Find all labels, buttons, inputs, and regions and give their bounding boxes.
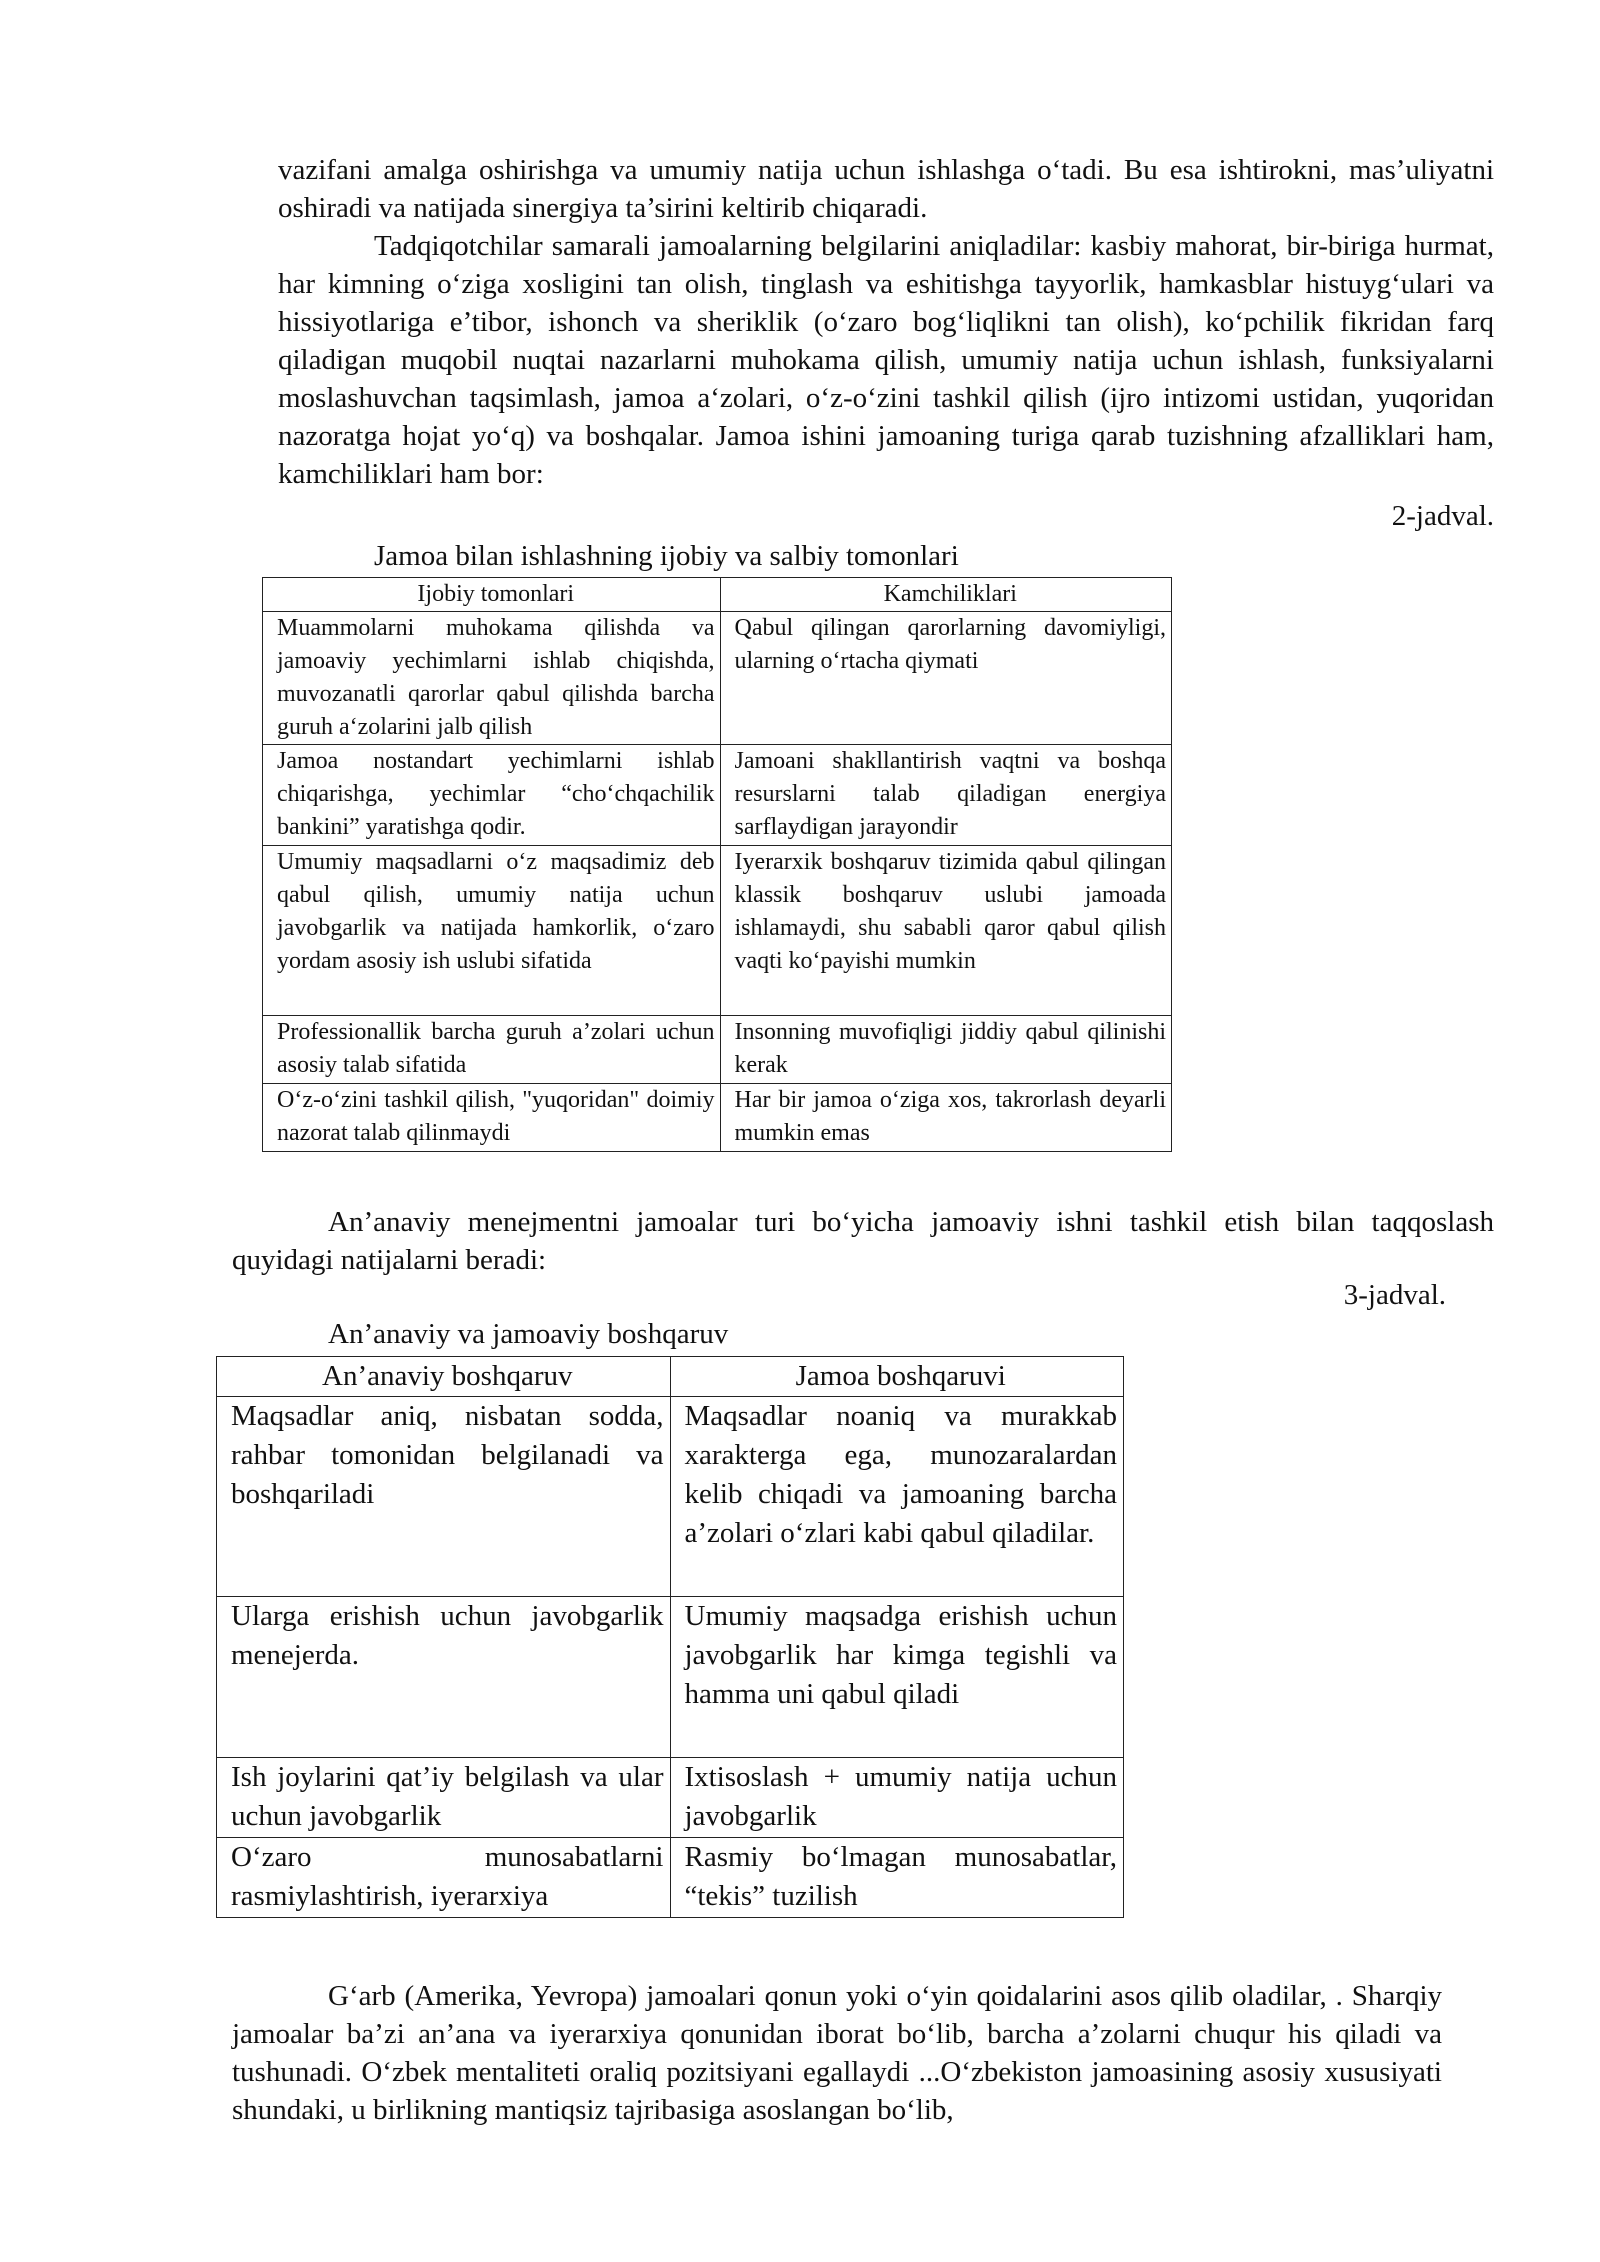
table-row — [217, 1838, 1124, 1918]
table-row — [263, 612, 1172, 745]
table3-header-cell: An’anaviy boshqaruv — [217, 1357, 671, 1397]
table-cell: Insonning muvofiqligi jiddiy qabul qilinishi kerak — [720, 1016, 1172, 1084]
table3-title: An’anaviy va jamoaviy boshqaruv — [328, 1318, 729, 1350]
intro-paragraph-1: vazifani amalga oshirishga va umumiy natija uchun ishlashga o‘tadi. Bu esa ishtirokni, mas’uliyatni oshiradi va natijada sinergiya ta’sirini keltirib chiqaradi. — [278, 154, 1494, 224]
table-cell: Jamoa nostandart yechimlarni ishlab chiqarishga, yechimlar “cho‘chqachilik bankini” yaratishga qodir. — [263, 745, 721, 846]
closing-paragraph: G‘arb (Amerika, Yevropa) jamoalari qonun yoki o‘yin qoidalarini asos qilib oladilar, . Sharqiy jamoalar ba’zi an’ana va iyerarxiya qonunidan iborat bo‘lib, barcha a’zolarni chuqur his qiladi va tushunadi. O‘zbek mentaliteti oraliq pozitsiyani egallaydi ...O‘zbekiston jamoasining asosiy xususiyati shundaki, u birlikning mantiqsiz tajribasiga asoslangan bo‘lib, — [232, 1980, 1442, 2126]
table3-header-cell: Jamoa boshqaruvi — [670, 1357, 1124, 1397]
table-cell: Maqsadlar noaniq va murakkab xarakterga ega, munozaralardan kelib chiqadi va jamoaning barcha a’zolari o‘zlari kabi qabul qiladilar. — [670, 1397, 1124, 1597]
table-cell: Umumiy maqsadlarni o‘z maqsadimiz deb qabul qilish, umumiy natija uchun javobgarlik va natijada hamkorlik, o‘zaro yordam asosiy ish uslubi sifatida — [263, 846, 721, 1016]
table2 — [262, 577, 1172, 1152]
middle-paragraph: An’anaviy menejmentni jamoalar turi bo‘yicha jamoaviy ishni tashkil etish bilan taqqoslash quyidagi natijalarni beradi: — [232, 1206, 1494, 1276]
table3-number: 3-jadval. — [1343, 1279, 1446, 1311]
table-cell: O‘z-o‘zini tashkil qilish, "yuqoridan" doimiy nazorat talab qilinmaydi — [263, 1084, 721, 1152]
table-cell: Jamoani shakllantirish vaqtni va boshqa resurslarni talab qiladigan energiya sarflaydigan jarayondir — [720, 745, 1172, 846]
table-cell: Iyerarxik boshqaruv tizimida qabul qilingan klassik boshqaruv uslubi jamoada ishlamaydi, shu sababli qaror qabul qilish vaqti ko‘payishi mumkin — [720, 846, 1172, 1016]
table2-header-cell: Ijobiy tomonlari — [263, 578, 721, 612]
table-row — [217, 1597, 1124, 1758]
table-cell: Har bir jamoa o‘ziga xos, takrorlash deyarli mumkin emas — [720, 1084, 1172, 1152]
table-row — [263, 745, 1172, 846]
table-row — [263, 1084, 1172, 1152]
table-cell: Ish joylarini qat’iy belgilash va ular uchun javobgarlik — [217, 1758, 671, 1838]
table-cell: Muammolarni muhokama qilishda va jamoaviy yechimlarni ishlab chiqishda, muvozanatli qarorlar qabul qilishda barcha guruh a‘zolarini jalb qilish — [263, 612, 721, 745]
table-row — [217, 1397, 1124, 1597]
table-cell: Rasmiy bo‘lmagan munosabatlar, “tekis” tuzilish — [670, 1838, 1124, 1918]
table-row — [217, 1758, 1124, 1838]
table-cell: Qabul qilingan qarorlarning davomiyligi, ularning o‘rtacha qiymati — [720, 612, 1172, 745]
table3 — [216, 1356, 1124, 1918]
table-cell: O‘zaro munosabatlarni rasmiylashtirish, iyerarxiya — [217, 1838, 671, 1918]
table2-header-cell: Kamchiliklari — [720, 578, 1172, 612]
table3-header-row — [217, 1357, 1124, 1397]
table-cell: Ixtisoslash + umumiy natija uchun javobgarlik — [670, 1758, 1124, 1838]
table-row — [263, 1016, 1172, 1084]
table-cell: Umumiy maqsadga erishish uchun javobgarlik har kimga tegishli va hamma uni qabul qiladi — [670, 1597, 1124, 1758]
table2-title: Jamoa bilan ishlashning ijobiy va salbiy tomonlari — [374, 540, 959, 572]
table2-header-row — [263, 578, 1172, 612]
intro-paragraph-2: Tadqiqotchilar samarali jamoalarning belgilarini aniqladilar: kasbiy mahorat, bir-biriga hurmat, har kimning o‘ziga xosligini tan olish, tinglash va eshitishga tayyorlik, hamkasblar histuyg‘ulari va hissiyotlariga e’tibor, ishonch va sheriklik (o‘zaro bog‘liqlikni tan olish), ko‘pchilik fikridan farq qiladigan muqobil nuqtai nazarlarni muhokama qilish, umumiy natija uchun ishlash, funksiyalarni moslashuvchan taqsimlash, jamoa a‘zolari, o‘z-o‘zini tashkil qilish (ijro intizomi ustidan, yuqoridan nazoratga hojat yo‘q) va boshqalar. Jamoa ishini jamoaning turiga qarab tuzishning afzalliklari ham, kamchiliklari ham bor: — [278, 230, 1494, 490]
table-cell: Maqsadlar aniq, nisbatan sodda, rahbar tomonidan belgilanadi va boshqariladi — [217, 1397, 671, 1597]
table-cell: Ularga erishish uchun javobgarlik menejerda. — [217, 1597, 671, 1758]
table2-number: 2-jadval. — [1391, 500, 1494, 532]
table-row — [263, 846, 1172, 1016]
table-cell: Professionallik barcha guruh a’zolari uchun asosiy talab sifatida — [263, 1016, 721, 1084]
